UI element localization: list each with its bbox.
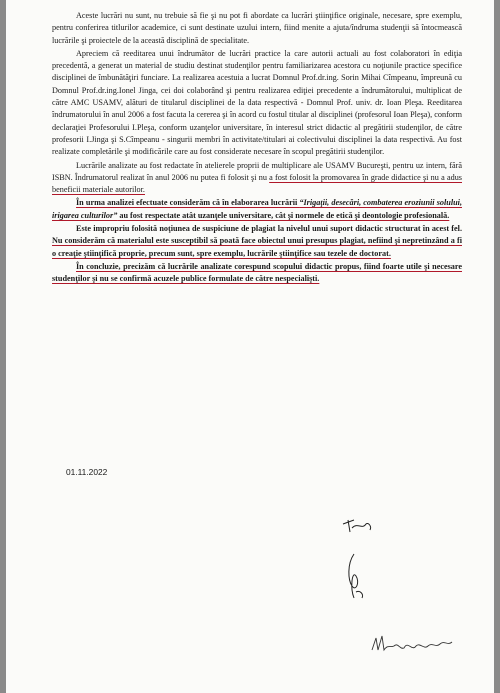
work-title: “Irigaţii, desecări, combaterea eroziunii solului, irigarea culturilor” [52, 198, 462, 220]
paragraph-2: Apreciem că reeditarea unui îndrumător de lucrări practice la care autorii actuali au fost colaboratori în ediţia precedentă, a generat un material de studiu destinat studenţilor pentru familiarizarea acestora cu noţiunile practice specifice disciplinei de îmbunătăţiri funciare. La realizarea acestuia a lucrat Domnul Prof.dr.ing. Sorin Mihai Cîmpeanu, împreună cu Domnul Prof.dr.ing.Ionel Jinga, cei doi colaborând şi pentru realizarea ediţiei precedente a îndrumătorului, multiplicat de către AMC USAMV, alături de titularul disciplinei de la data respectivă - Domnul Prof. univ. dr. Ioan Pleşa. Reeditarea îndrumatorului în anul 2006 a fost facuta la cererea şi în acord cu fostul titular al disciplinei (profesorul Ioan Pleşa), conform declaraţiei Profesorului I.Pleşa, conform uzanţelor universitare, în interesul strict didactic al pregătirii studenţilor, de către profesorii I.Jinga şi S.Cîmpeanu - singurii membri în activitate/titulari ai colectivului disciplinei la data respectivă. Au fost realizate completările şi modificările care au fost considerate necesare în scopul pregătirii studenţilor. [52, 48, 462, 157]
document-body [52, 10, 462, 287]
paragraph-1: Aceste lucrări nu sunt, nu trebuie să fie şi nu pot fi abordate ca lucrări ştiinţifice originale, necesare, spre exemplu, pentru conferirea titlurilor academice, ci sunt destinate uzului intern, fiind menite a ajuta/îndruma studenţii să întocmească lucrările şi proiectele de la această disciplină de specialitate. [52, 11, 462, 45]
signature-1 [340, 516, 380, 536]
signature-2 [342, 552, 372, 602]
paragraph-5 [52, 223, 462, 260]
paragraph-4-start: În urma analizei efectuate considerăm că în elaborarea lucrării [76, 198, 300, 208]
paragraph-6 [52, 261, 462, 286]
paragraph-5-underlined: Nu considerăm că materialul este susceptibil să poată face obiectul unui presupus plagiat, nefiind şi nepretinzând a fi o creaţie ştiinţifică proprie, precum sunt, spre exemplu, lucrările ştiinţifice sau tezele de doctorat. [52, 236, 462, 258]
document-date: 01.11.2022 [66, 467, 108, 477]
document-page [6, 0, 494, 693]
paragraph-5-start: Este impropriu folosită noţiunea de suspiciune de plagiat la nivelul unui suport didactic structurat în acest fel. [76, 224, 462, 234]
signature-3 [370, 630, 454, 658]
paragraph-3-start: Lucrările analizate au fost redactate în atelierele proprii de multiplicare ale USAMV Bucureşti, pentru uz intern, fără ISBN. Îndrumatorul realizat în anul 2006 nu putea fi folosit şi nu [52, 160, 462, 182]
paragraph-4-end: au fost respectate atât uzanţele universitare, cât şi normele de etică şi deontologie profesională. [117, 210, 450, 220]
paragraph-4 [52, 197, 462, 222]
paragraph-6-underlined: În concluzie, precizăm că lucrările analizate corespund scopului didactic propus, fiind foarte utile şi necesare studenţilor şi nu se confirmă acuzele publice formulate de către nespecialişti. [52, 261, 462, 284]
paragraph-3-underlined: a fost folosit la promovarea în grade didactice şi nu a adus beneficii materiale autorilor. [52, 172, 462, 195]
paragraph-3 [52, 160, 462, 197]
